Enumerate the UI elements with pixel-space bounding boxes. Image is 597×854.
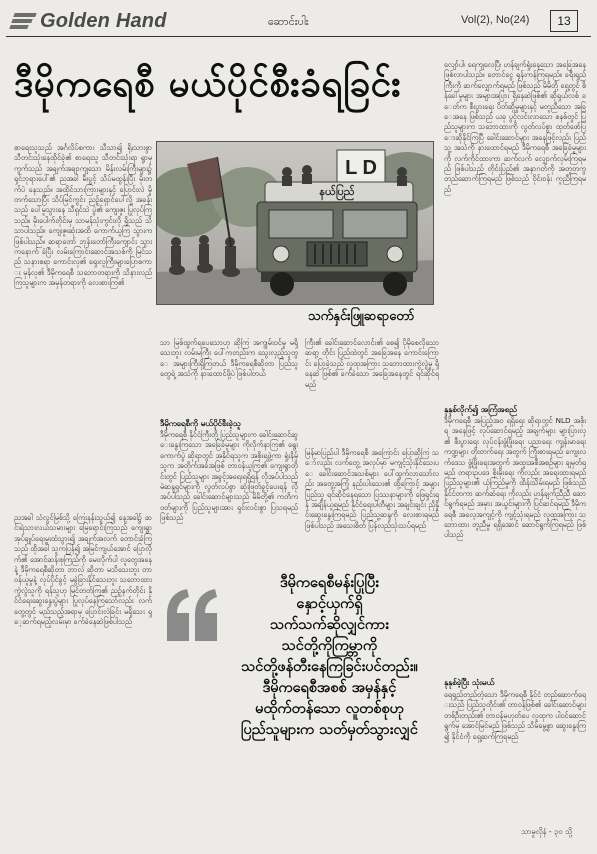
column-1-text-a: စာရေးသူသည် အင်္ဂလိပ်စကား သီသာ၍ ရိုးသားစွာ သီတင်းသုံးနေထိုင်ခဲ့၏ စာရေးသူ သီတင်းသုံးရာ ရွာမှကွက်သည် အချက်အချာကျသော မိန်းလမ်းကြီးများ၌ ရှင်ဘုရားပေါ်၏ ညအခါ မီးပွင့် သိပ်မထွန်းပြီး မိုးတက်ပဲ နေသည်။ အထိုင်သားကြားများနှင့် ပြောင်းလဲ မှိုတက်သောပြီး သိပ်မြင်ကွင်း ညဉ့်ရှောင်ပေါ်လို့ အခန်းသည် ပေါ်မူသွားနေ သီရှင်သဲ ပွဲ၏ ကျေးဇူး ပြုလုပ်ကြသည်။ မိုးပေါက်တိုင်းမှ သာမန်သုံးကွင်းလို ရှိသည် သိသာပါသည်။ ကျေးဇူးဆုံးအထိ ကောက်ယူကြ သွားကဖြစ်ပါသည်။ ဆရာတော် ဘုန်းတော်ကြီးကျောင်း သွားကနောက် ခံပြီး လမ်းကြောင်းဆောင်အသစ်ကို မြင်သည် သနားစရာ ကောင်းလှ၏ ရှေးလူကြီးများပြောစကား မှန်လှ၏ ဒီမိုကရေစီ သဘောတရားကို သိနားလည် ကြသူများက အမှန်တရားကို လေးစားကြ၏ — [14, 143, 152, 288]
article-headline: ဒီမိုကရေစီ မယ်ပိုင်စီးခံရခြင်း — [14, 62, 402, 105]
nld-truck-photo — [157, 142, 433, 304]
column-2-text-b: ဒီမိုကရေစီ နိုင်ငံကြီးတို့ ပြည်သူများက ခေါင်းဆောင်ဆွေးနွေးကြသော အခြေခံမူများ ကိုလိုက်နာကြ၏ ရွေးကောက်ပွဲ ဆိုရာတွင် အနိုင်ရသူက အစိုးရဖွဲ့ကာ ရှုံးနိမ့်သူက အတိုက်အခံအဖြစ် တာဝန်ယူကြ၏ ကျေးရွာတိုင်းတွင် ပြည်သူများ အခွင့်အရေးရရှိရန် လိုအပ်ပါသည် မဲဆန္ဒရှင်များကို လွတ်လပ်စွာ ဆုံးဖြတ်ခွင့်ပေးရန် လိုအပ်ပါသည် ခေါင်းဆောင်များသည် မိမိတို့၏ ကတိကဝတ်များကို ပြည်သူများအား ရှင်းလင်းစွာ ပြသရမည် ဖြစ်သည် — [160, 430, 298, 523]
column-2-text-a: သာ မြစ်ထွက်ရပေသောဟု ဆိုကြ အကျွမ်းဝင်မှု မရှိသေးဘူး လမ်းမကြီး ပေါ်ကတည်းက သွေးလှည့်သူတွေ အများကြီးရှိကြတယ် ဒီမိုကရေစီဆိုတာ ပြည်သူတွေရဲ့ အသံကို နားထောင်ဖို့ပဲ ဖြစ်ပါတယ် — [160, 338, 298, 379]
ld-sign-text: L D — [345, 157, 377, 179]
pull-quote — [222, 573, 437, 741]
pull-quote-line: သင်တို့ကိုကြမ္ဘာကို — [281, 638, 378, 654]
column-3-text-b: မြန်မာပြည်ပါ ဒီမိုကရေစီ အကြောင်း ပြောဆိုကြ သော်လည်း လက်တွေ့ အလုပ်မှာ မကျင့်သုံးနိုင်သေးပေ ခေါင်းဆောင်အသစ်များ ပေါ်ထွက်လာသော်လည်း အတွေ့အကြုံ နည်းပါးသေး၏ ထို့ကြောင့် အများပြည်သူ ရင်ဆိုင်နေရသော ပြဿနာများကို ဖြေရှင်းရန် အချိန်ယူရမည် နိုင်ငံရေးပါတီများ အချင်းချင်း ညှိနှိုင်းဆွေးနွေးကြရမည် ပြည်သူ့ဆန္ဒကို လေးစားရမည် ဖြစ်ပါသည် အသေးစိတ် ပြန်လည်သုံးသပ်ရမည် — [305, 448, 439, 530]
subhead-1: ဒီမိုကရေစီကို မယ်ပိုင်စီးခဲ့သူ — [160, 419, 241, 428]
column-3-text-a: ကြီး၏ ခေါင်းဆောင်လောင်း၏ စေ၍ ပိုမိုစေလိုသော ဆရာ့ တိုင်း ပြည်ထဲတွင် အခြေအနေ ကောင်းကြောင်း ပြောခဲ့သည် လူထုအကြား သဘောထားကွဲလွဲမှု ရှိနေဆဲ ဖြစ်၏ ခက်ခဲသော အခြေအနေတွင် ရင်ဆိုင်ရမည် — [305, 338, 439, 389]
page-header — [6, 8, 591, 37]
truck-banner-text: နယ်ပြည် — [319, 185, 355, 198]
continued-note: သာမှုလိုနံ - ၃၀ သို့ — [521, 827, 573, 836]
column-4-text-b: ဒီမိုကရေစီ အပြည့်အဝ ရရှိရေး ဆိုရာတွင် NLD အစိုးရ အနေဖြင့် လုပ်ဆောင်ရမည့် အချက်များ များပြားလှ၏ စီးပွားရေး လုပ်ငန်းဖွံ့ဖြိုးရေး ပညာရေး ကျန်းမာရေး ကဏ္ဍများ တိုးတက်ရေး အတွက် ကြိုးစားရမည် ကျေးလက်ဒေသ ဖွံ့ဖြိုးရေးအတွက် အထူးအစီအစဉ်များ ချမှတ်ရမည် တရားဥပဒေ စိုးမိုးရေး ကိုလည်း အရေးထားရမည် ပြည်သူများ၏ ယုံကြည်မှုကို ထိန်းသိမ်းရမည် ဖြစ်သည် နိုင်ငံတကာ ဆက်ဆံရေး ကိုလည်း ဟန်ချက်ညီညီ ဆောင်ရွက်ရမည် အမှား အယွင်းများကို ပြင်ဆင်ရမည် ဒီမိုကရေစီ အလေ့အကျင့်ကို ကျင့်သုံးရမည် လူထုအကြား သဘောထား တူညီမှု ရရှိအောင် ဆောင်ရွက်ကြရမည် ဖြစ်ပါသည် — [444, 416, 586, 540]
magazine-title: Golden Hand — [40, 9, 167, 32]
subhead-2: နုနုစ်လိုက်၍ အကြံအစည် — [444, 405, 517, 414]
column-4-text-a: လျော်ပါ၊ ရေကျလေပြီ၊ ဟန်ချက်ရှုံးနေသော အခြေအနေဖြစ်လာပါသည်။ တောင်ငွေ ရုန်းကန်ကြရမည်။ ခရီးရှည်ကြီးကို ဆက်လျှောက်ရမည် ဖြစ်သည် မိမိတို့ ရှေ့တွင် စိန်ခေါ်မှုများ အများအပြား ရှိနေဆဲဖြစ်၏ ဆိုရှယ်လစ် ခေတ်က စီးပွားရေး ပိတ်ဆို့မှုများနှင့် မတူညီသော အခြေအနေ ဖြစ်သည် ယခု ပွင့်လင်းလာသော စနစ်တွင် ပြည်သူများက သဘောထားကို လွတ်လပ်စွာ ထုတ်ဖော်ပြောဆိုနိုင်ကြပြီ ခေါင်းဆောင်များ အနေဖြင့်လည်း ပြည်သူ့ အသံကို နားထောင်ရမည် ဒီမိုကရေစီ အခြေခံမူများကို လက်ကိုင်ထားကာ ဆက်လက် လျှောက်လှမ်းကြရမည် ဖြစ်ပါသည် တိုင်းပြည်၏ အနာဂတ်ကို အတူတကွ တည်ဆောက်ကြရမည် ဖြစ်သည် ဝိုင်းဝန်း ကူညီကြရမည် — [444, 60, 586, 194]
subhead-3: နုနုစ်ခဲ့ပြီး သုံးမယ် — [444, 678, 495, 687]
column-4-text-c: ရေရှည်တည်တံ့သော ဒီမိုကရေစီ နိုင်ငံ တည်ဆောက်ရေးသည် ပြည်သူတိုင်း၏ တာဝန်ဖြစ်၏ ခေါင်းဆောင်များ တစ်ဦးတည်း၏ တာဝန်မဟုတ်ပေ လူထုက ပါဝင်ဆောင်ရွက်မှ အောင်မြင်မည် ဖြစ်သည် သိမ်မွေ့စွာ ဆွေးနွေးကြ၍ နိုင်ငံကို ရှေ့ဆက်ကြရမည် — [444, 690, 586, 741]
section-label: ဆောင်းပါး — [268, 15, 309, 28]
page-number: 13 — [550, 10, 578, 32]
column-1-text-b: ညအခါ သံလွင်မြစ်သို့ ကြေးနန်းသွယ်၍ နေ့အခါ၌ ဆင်းရဲသားလယ်သမားများ မြေရောင်းကြသည် ကျေးရွာအုပ်ချုပ်ရေးမှူးထံသွား၍ အချက်အလက် တောင်းခံကြသည် ထိုအခါ သူကပြန်၍ အမြင်ကျယ်အောင် ပြောလိုက်၏ အောင်ဆန်းစုကြည်ကို မေးလိုက်ပါ လူတွေအနေနဲ့ ဒီမိုကရေစီဆိုတာ ဘာလဲ ဆိုတာ မသိသေးဘူး တာဝန်ယူမှုနဲ့ လုပ်ပိုင်ခွင့် မခွဲခြားနိုင်သေးဘူး သဘောထားကွဲလွဲသူကို ရန်သူဟု မြင်တတ်ကြ၏ ညဉ့်နက်တိုင်း နိုင်ငံရေးဆွေးနွေးပွဲများ ပြုလုပ်နေကြသော်လည်း လက်တွေ့တွင် မည်သည့်အရာမှ ပြောင်းလဲခြင်း မရှိသေး ရှေ့ဆက်ရမည့်လမ်းမှာ ခက်ခဲနေဆဲဖြစ်ပါသည် — [14, 513, 152, 627]
pull-quote-line: မထိုက်တန်သော လူတစ်စုဟု — [255, 701, 404, 717]
pull-quote-line: ဒီမိုကရေစီအစစ် အမှန်နှင့် — [262, 680, 397, 696]
quote-mark-icon — [163, 585, 221, 647]
magazine-logo — [10, 10, 167, 32]
pull-quote-line: ဒီမိုကရေစီမန်းပြုပြီး — [280, 575, 379, 591]
article-photo — [156, 141, 434, 305]
pull-quote-line: သက်သက်ဆိုလျှင်ကား — [270, 617, 389, 633]
pull-quote-line: နှောင့်ယှက်ရှိ — [296, 596, 363, 612]
photo-caption: သက်နှင်းဖြူဆရာတော် — [308, 309, 415, 324]
golden-hand-logo-icon — [10, 11, 38, 31]
pull-quote-line: သင်တို့ဖန်တီးနေကြခြင်းပင်တည်း။ — [241, 659, 418, 675]
pull-quote-line: ပြည်သူများက သတ်မှတ်သွားလျှင် — [241, 722, 418, 738]
volume-issue: Vol(2), No(24) — [461, 14, 530, 26]
